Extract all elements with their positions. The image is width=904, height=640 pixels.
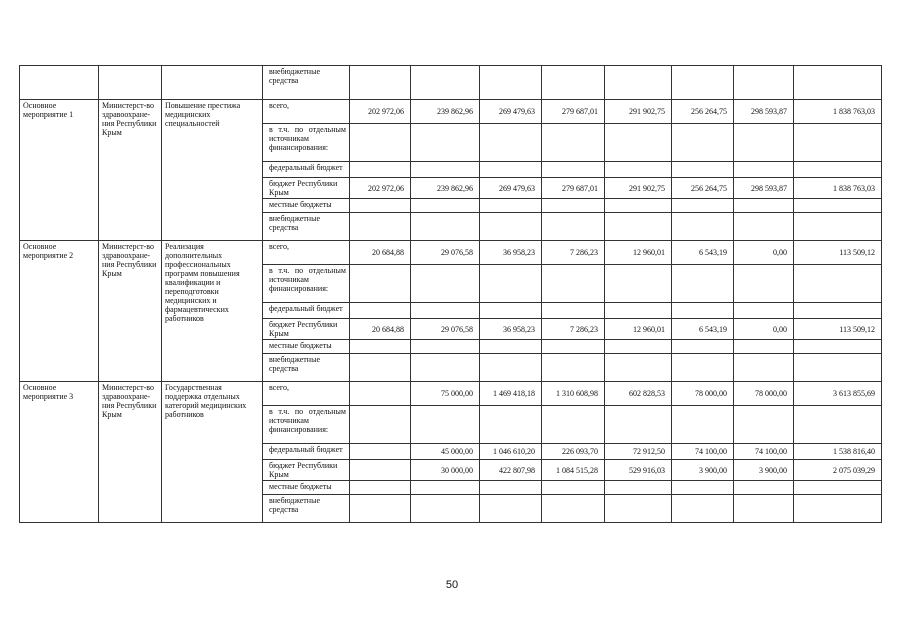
value-cell bbox=[411, 354, 480, 382]
value-cell bbox=[794, 124, 882, 162]
value-cell bbox=[350, 444, 411, 460]
value-cell bbox=[480, 66, 542, 100]
value-cell bbox=[734, 481, 794, 495]
value-cell: 2 075 039,29 bbox=[794, 460, 882, 481]
value-cell bbox=[350, 162, 411, 178]
value-cell bbox=[411, 340, 480, 354]
value-cell: 269 479,63 bbox=[480, 178, 542, 199]
value-cell: 45 000,00 bbox=[411, 444, 480, 460]
value-cell: 202 972,06 bbox=[350, 178, 411, 199]
value-cell bbox=[605, 495, 672, 523]
source-cell: местные бюджеты bbox=[263, 199, 350, 213]
executor-cell: Министерст-во здравоохране-ния Республики Крым bbox=[99, 241, 162, 382]
value-cell: 1 084 515,28 bbox=[542, 460, 605, 481]
executor-cell bbox=[99, 66, 162, 100]
value-cell: 6 543,19 bbox=[672, 241, 734, 265]
source-cell: всего, bbox=[263, 241, 350, 265]
value-cell: 1 310 608,98 bbox=[542, 382, 605, 406]
value-cell: 75 000,00 bbox=[411, 382, 480, 406]
value-cell bbox=[794, 162, 882, 178]
value-cell bbox=[734, 303, 794, 319]
table-row bbox=[20, 382, 882, 406]
value-cell bbox=[672, 124, 734, 162]
value-cell bbox=[480, 406, 542, 444]
value-cell bbox=[411, 66, 480, 100]
value-cell bbox=[734, 495, 794, 523]
value-cell bbox=[411, 303, 480, 319]
value-cell: 74 100,00 bbox=[672, 444, 734, 460]
value-cell bbox=[480, 303, 542, 319]
value-cell bbox=[350, 406, 411, 444]
value-cell bbox=[480, 481, 542, 495]
value-cell: 3 900,00 bbox=[672, 460, 734, 481]
value-cell bbox=[480, 354, 542, 382]
value-cell bbox=[350, 124, 411, 162]
value-cell: 3 613 855,69 bbox=[794, 382, 882, 406]
value-cell bbox=[542, 199, 605, 213]
table-body bbox=[20, 66, 882, 523]
value-cell bbox=[605, 303, 672, 319]
value-cell: 12 960,01 bbox=[605, 241, 672, 265]
value-cell: 113 509,12 bbox=[794, 241, 882, 265]
source-cell: внебюджетные средства bbox=[263, 66, 350, 100]
value-cell: 256 264,75 bbox=[672, 178, 734, 199]
value-cell bbox=[672, 354, 734, 382]
value-cell bbox=[350, 495, 411, 523]
value-cell: 72 912,50 bbox=[605, 444, 672, 460]
value-cell bbox=[411, 124, 480, 162]
value-cell bbox=[542, 354, 605, 382]
value-cell bbox=[542, 213, 605, 241]
value-cell: 291 902,75 bbox=[605, 100, 672, 124]
value-cell: 29 076,58 bbox=[411, 319, 480, 340]
name-cell: Повышение престижа медицинских специальностей bbox=[162, 100, 263, 241]
table-row bbox=[20, 241, 882, 265]
source-cell: местные бюджеты bbox=[263, 340, 350, 354]
value-cell bbox=[480, 340, 542, 354]
value-cell bbox=[734, 124, 794, 162]
value-cell bbox=[672, 66, 734, 100]
page-number: 50 bbox=[445, 579, 459, 591]
value-cell bbox=[350, 303, 411, 319]
value-cell: 422 807,98 bbox=[480, 460, 542, 481]
value-cell bbox=[672, 199, 734, 213]
source-cell: федеральный бюджет bbox=[263, 444, 350, 460]
value-cell bbox=[672, 162, 734, 178]
value-cell bbox=[350, 354, 411, 382]
value-cell bbox=[734, 199, 794, 213]
value-cell: 78 000,00 bbox=[734, 382, 794, 406]
financing-table bbox=[19, 65, 882, 523]
value-cell: 78 000,00 bbox=[672, 382, 734, 406]
value-cell bbox=[411, 199, 480, 213]
value-cell: 291 902,75 bbox=[605, 178, 672, 199]
value-cell bbox=[672, 406, 734, 444]
name-cell bbox=[162, 66, 263, 100]
value-cell bbox=[605, 213, 672, 241]
event-cell bbox=[20, 66, 99, 100]
value-cell: 20 684,88 bbox=[350, 241, 411, 265]
value-cell: 74 100,00 bbox=[734, 444, 794, 460]
value-cell bbox=[542, 406, 605, 444]
value-cell: 239 862,96 bbox=[411, 178, 480, 199]
value-cell bbox=[411, 406, 480, 444]
value-cell bbox=[794, 199, 882, 213]
value-cell: 0,00 bbox=[734, 319, 794, 340]
value-cell bbox=[542, 265, 605, 303]
value-cell bbox=[350, 460, 411, 481]
value-cell bbox=[794, 495, 882, 523]
value-cell bbox=[734, 213, 794, 241]
value-cell: 279 687,01 bbox=[542, 178, 605, 199]
value-cell bbox=[605, 340, 672, 354]
value-cell bbox=[350, 265, 411, 303]
value-cell bbox=[794, 340, 882, 354]
source-cell: федеральный бюджет bbox=[263, 162, 350, 178]
value-cell: 269 479,63 bbox=[480, 100, 542, 124]
source-cell: в т.ч. по отдельным источникам финансирования: bbox=[263, 406, 350, 444]
value-cell bbox=[672, 495, 734, 523]
value-cell: 36 958,23 bbox=[480, 241, 542, 265]
value-cell bbox=[542, 481, 605, 495]
value-cell: 20 684,88 bbox=[350, 319, 411, 340]
value-cell bbox=[480, 213, 542, 241]
value-cell: 298 593,87 bbox=[734, 178, 794, 199]
value-cell bbox=[605, 406, 672, 444]
value-cell: 3 900,00 bbox=[734, 460, 794, 481]
value-cell: 226 093,70 bbox=[542, 444, 605, 460]
name-cell: Государственная поддержка отдельных категорий медицинских работников bbox=[162, 382, 263, 523]
value-cell bbox=[350, 66, 411, 100]
value-cell bbox=[734, 406, 794, 444]
value-cell bbox=[605, 66, 672, 100]
event-cell: Основное мероприятие 2 bbox=[20, 241, 99, 382]
value-cell bbox=[794, 481, 882, 495]
value-cell bbox=[480, 124, 542, 162]
value-cell bbox=[542, 66, 605, 100]
source-cell: внебюджетные средства bbox=[263, 495, 350, 523]
source-cell: бюджет Республики Крым bbox=[263, 460, 350, 481]
value-cell: 256 264,75 bbox=[672, 100, 734, 124]
value-cell: 298 593,87 bbox=[734, 100, 794, 124]
value-cell: 202 972,06 bbox=[350, 100, 411, 124]
value-cell bbox=[350, 340, 411, 354]
value-cell: 0,00 bbox=[734, 241, 794, 265]
value-cell bbox=[605, 481, 672, 495]
value-cell: 1 469 418,18 bbox=[480, 382, 542, 406]
event-cell: Основное мероприятие 1 bbox=[20, 100, 99, 241]
value-cell bbox=[480, 495, 542, 523]
value-cell bbox=[542, 495, 605, 523]
event-cell: Основное мероприятие 3 bbox=[20, 382, 99, 523]
value-cell bbox=[794, 213, 882, 241]
value-cell: 113 509,12 bbox=[794, 319, 882, 340]
value-cell: 1 046 610,20 bbox=[480, 444, 542, 460]
value-cell bbox=[411, 481, 480, 495]
value-cell: 239 862,96 bbox=[411, 100, 480, 124]
value-cell bbox=[350, 199, 411, 213]
value-cell: 12 960,01 bbox=[605, 319, 672, 340]
value-cell bbox=[672, 213, 734, 241]
name-cell: Реализация дополнительных профессиональных программ повышения квалификации и переподготовки медицинских и фармацевтических работников bbox=[162, 241, 263, 382]
value-cell: 6 543,19 bbox=[672, 319, 734, 340]
value-cell bbox=[542, 162, 605, 178]
value-cell bbox=[480, 265, 542, 303]
value-cell: 1 538 816,40 bbox=[794, 444, 882, 460]
value-cell bbox=[794, 354, 882, 382]
value-cell: 279 687,01 bbox=[542, 100, 605, 124]
value-cell bbox=[350, 481, 411, 495]
value-cell: 602 828,53 bbox=[605, 382, 672, 406]
value-cell bbox=[605, 124, 672, 162]
value-cell bbox=[672, 265, 734, 303]
executor-cell: Министерст-во здравоохране-ния Республики Крым bbox=[99, 100, 162, 241]
value-cell bbox=[794, 406, 882, 444]
value-cell: 529 916,03 bbox=[605, 460, 672, 481]
value-cell bbox=[605, 199, 672, 213]
value-cell bbox=[734, 265, 794, 303]
source-cell: внебюджетные средства bbox=[263, 354, 350, 382]
value-cell: 30 000,00 bbox=[411, 460, 480, 481]
value-cell bbox=[794, 265, 882, 303]
value-cell: 1 838 763,03 bbox=[794, 100, 882, 124]
value-cell: 7 286,23 bbox=[542, 241, 605, 265]
value-cell bbox=[542, 303, 605, 319]
value-cell: 7 286,23 bbox=[542, 319, 605, 340]
value-cell bbox=[734, 340, 794, 354]
source-cell: федеральный бюджет bbox=[263, 303, 350, 319]
value-cell bbox=[411, 162, 480, 178]
table-row bbox=[20, 66, 882, 100]
source-cell: в т.ч. по отдельным источникам финансирования: bbox=[263, 265, 350, 303]
value-cell bbox=[605, 162, 672, 178]
value-cell bbox=[480, 162, 542, 178]
value-cell bbox=[672, 303, 734, 319]
value-cell: 1 838 763,03 bbox=[794, 178, 882, 199]
value-cell bbox=[542, 124, 605, 162]
value-cell bbox=[794, 66, 882, 100]
value-cell bbox=[734, 162, 794, 178]
value-cell bbox=[605, 265, 672, 303]
value-cell bbox=[350, 213, 411, 241]
source-cell: местные бюджеты bbox=[263, 481, 350, 495]
value-cell: 29 076,58 bbox=[411, 241, 480, 265]
source-cell: бюджет Республики Крым bbox=[263, 178, 350, 199]
value-cell bbox=[734, 66, 794, 100]
value-cell bbox=[350, 382, 411, 406]
value-cell: 36 958,23 bbox=[480, 319, 542, 340]
value-cell bbox=[411, 495, 480, 523]
value-cell bbox=[411, 265, 480, 303]
value-cell bbox=[411, 213, 480, 241]
source-cell: внебюджетные средства bbox=[263, 213, 350, 241]
source-cell: всего, bbox=[263, 382, 350, 406]
table-row bbox=[20, 100, 882, 124]
executor-cell: Министерст-во здравоохране-ния Республики Крым bbox=[99, 382, 162, 523]
source-cell: всего, bbox=[263, 100, 350, 124]
source-cell: бюджет Республики Крым bbox=[263, 319, 350, 340]
value-cell bbox=[734, 354, 794, 382]
value-cell bbox=[672, 340, 734, 354]
value-cell bbox=[794, 303, 882, 319]
value-cell bbox=[542, 340, 605, 354]
value-cell bbox=[605, 354, 672, 382]
value-cell bbox=[480, 199, 542, 213]
value-cell bbox=[672, 481, 734, 495]
source-cell: в т.ч. по отдельным источникам финансирования: bbox=[263, 124, 350, 162]
